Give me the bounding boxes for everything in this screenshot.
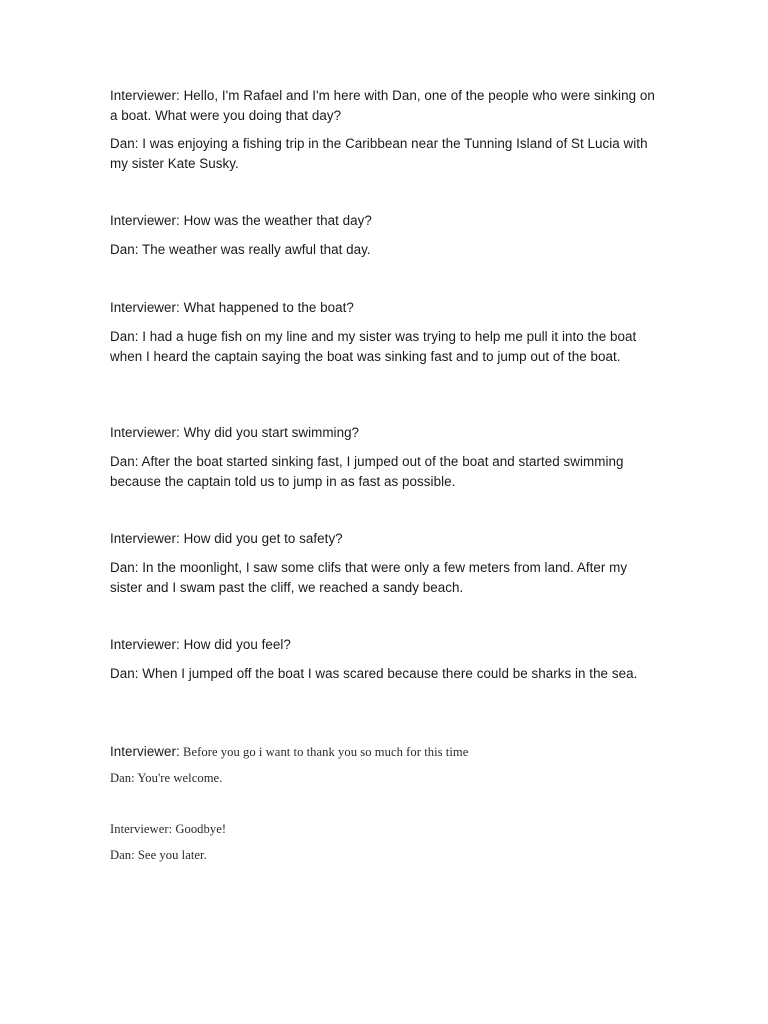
dan-answer-1: Dan: I was enjoying a fishing trip in the Caribbean near the Tunning Island of St Lucia with my sister Kate Susky. bbox=[110, 136, 648, 171]
dan-answer-4: Dan: After the boat started sinking fast, I jumped out of the boat and started swimming because the captain told us to jump in as fast as possible. bbox=[110, 454, 624, 489]
thanks-text: Before you go i want to thank you so much for this time bbox=[183, 745, 469, 759]
dan-welcome: Dan: You're welcome. bbox=[110, 771, 223, 785]
interviewer-question-3: Interviewer: What happened to the boat? bbox=[110, 300, 354, 315]
interviewer-question-4: Interviewer: Why did you start swimming? bbox=[110, 425, 360, 440]
dan-answer-2: Dan: The weather was really awful that day. bbox=[110, 242, 371, 257]
interviewer-label: Interviewer: bbox=[110, 744, 180, 759]
dan-see-you: Dan: See you later. bbox=[110, 848, 207, 862]
interviewer-thanks bbox=[110, 742, 660, 763]
interviewer-goodbye: Interviewer: Goodbye! bbox=[110, 822, 227, 836]
interviewer-question-2: Interviewer: How was the weather that day? bbox=[110, 213, 372, 228]
interviewer-question-1: Interviewer: Hello, I'm Rafael and I'm here with Dan, one of the people who were sinking on a boat. What were you doing that day? bbox=[110, 88, 655, 123]
dan-answer-3: Dan: I had a huge fish on my line and my sister was trying to help me pull it into the boat when I heard the captain saying the boat was sinking fast and to jump out of the boat. bbox=[110, 329, 637, 364]
interviewer-question-6: Interviewer: How did you feel? bbox=[110, 637, 291, 652]
dan-answer-5: Dan: In the moonlight, I saw some clifs that were only a few meters from land. After my sister and I swam past the cliff, we reached a sandy beach. bbox=[110, 560, 628, 595]
dan-answer-6: Dan: When I jumped off the boat I was scared because there could be sharks in the sea. bbox=[110, 666, 638, 681]
interviewer-question-5: Interviewer: How did you get to safety? bbox=[110, 531, 343, 546]
